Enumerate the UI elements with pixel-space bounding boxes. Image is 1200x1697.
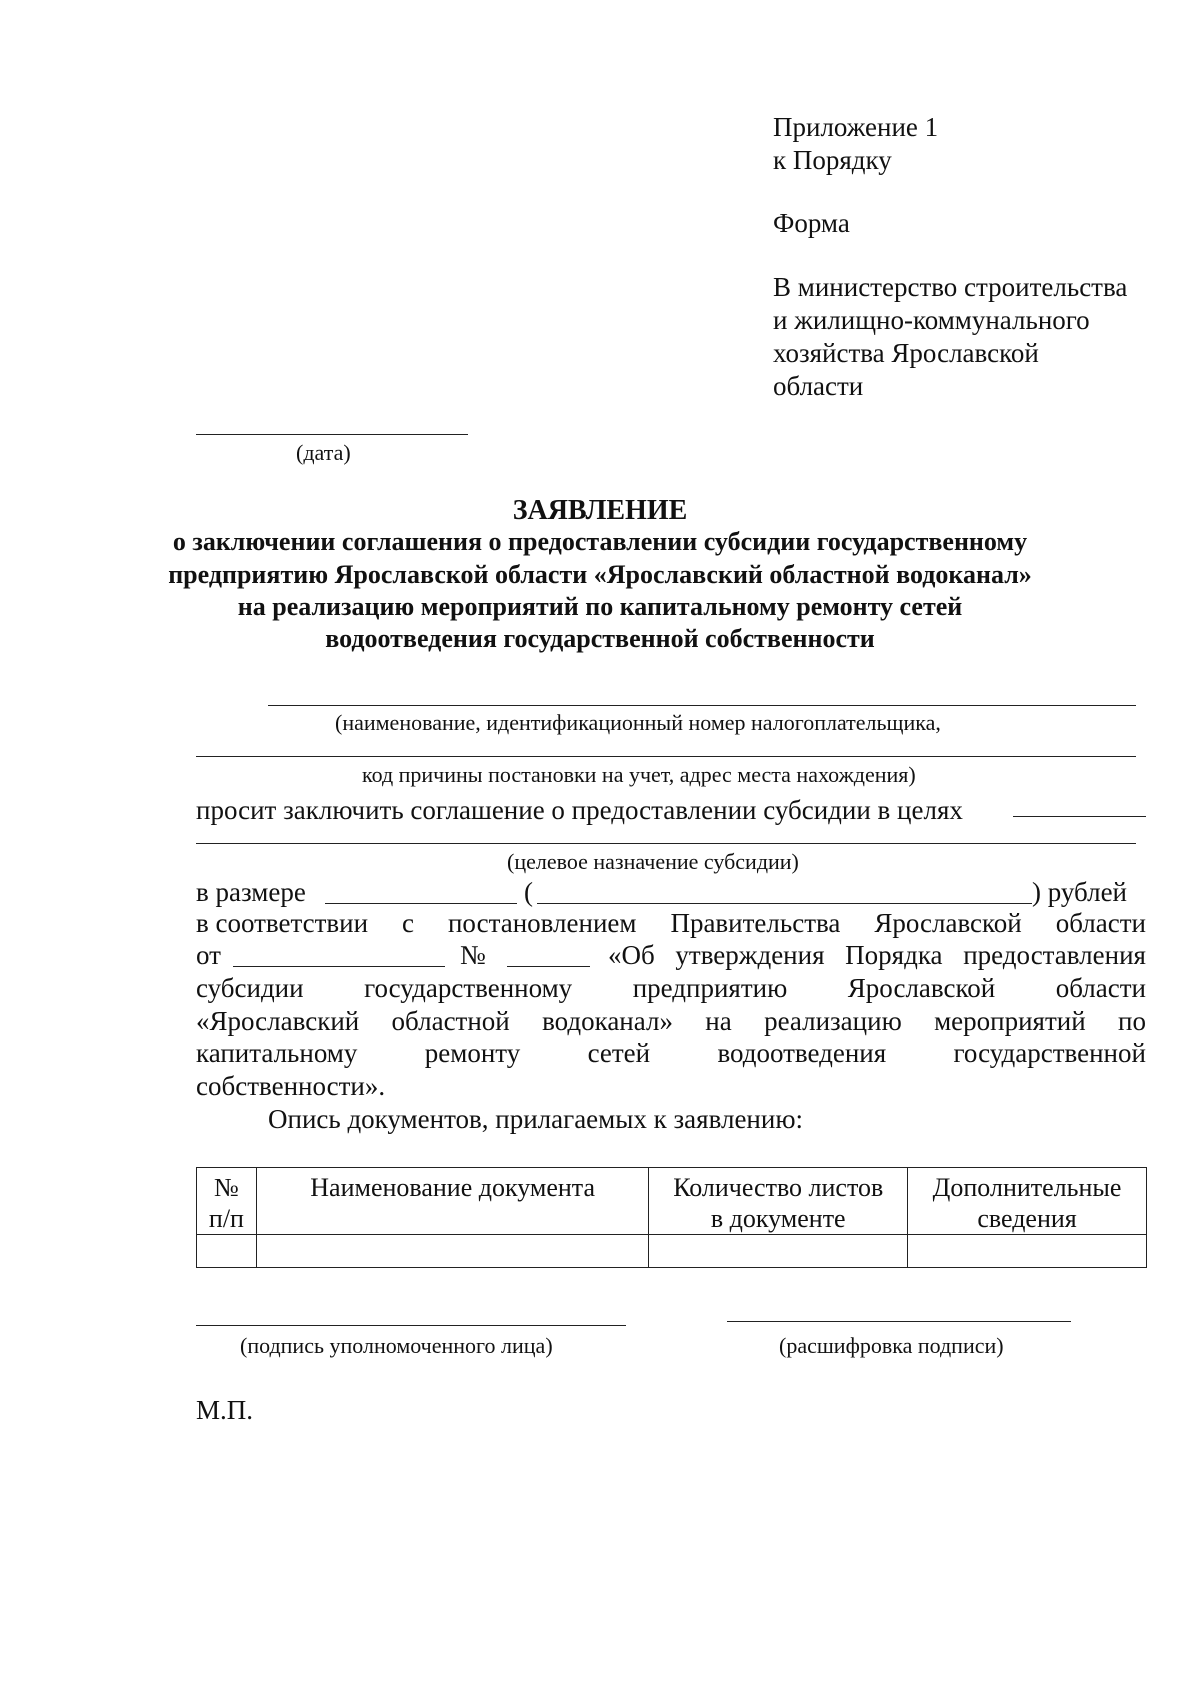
- subsidy-line: [196, 973, 1146, 1004]
- word: по: [1118, 1006, 1146, 1036]
- word: Ярославской: [874, 908, 1022, 938]
- applicant-caption-1: (наименование, идентификационный номер налогоплательщика,: [335, 710, 941, 735]
- title-line-3: на реализацию мероприятий по капитальному ремонту сетей: [237, 592, 963, 621]
- word: предоставления: [963, 940, 1146, 970]
- date-caption: (дата): [296, 440, 351, 465]
- title-line-1: о заключении соглашения о предоставлении субсидии государственному: [172, 527, 1028, 556]
- word: водоотведения: [717, 1038, 887, 1068]
- amount-suffix: ) рублей: [1032, 877, 1128, 907]
- word: субсидии: [196, 973, 304, 1003]
- header-text: в документе: [710, 1204, 846, 1233]
- form-label: Форма: [773, 208, 850, 238]
- col-number-header: [197, 1168, 257, 1235]
- signature-line[interactable]: [196, 1325, 626, 1326]
- word: «Ярославский: [196, 1006, 360, 1036]
- applicant-caption-2: код причины постановки на учет, адрес места нахождения): [362, 762, 916, 787]
- word: капитальному: [196, 1038, 358, 1068]
- header-text: Дополнительные: [932, 1173, 1122, 1202]
- paragraph-last-line: собственности».: [196, 1071, 386, 1101]
- amount-number-line[interactable]: [325, 903, 517, 904]
- purpose-caption: (целевое назначение субсидии): [507, 849, 799, 874]
- header-text: Количество листов: [673, 1173, 884, 1202]
- signature-decoding-line[interactable]: [727, 1321, 1071, 1322]
- table-cell[interactable]: [649, 1235, 908, 1268]
- vodokanal-line: [196, 1006, 1146, 1037]
- col-doc-name-header: [256, 1168, 648, 1235]
- word: Правительства: [670, 908, 841, 938]
- word: с: [402, 908, 415, 938]
- word: областной: [391, 1006, 510, 1036]
- accordance-line: [196, 908, 1146, 939]
- purpose-inline-line[interactable]: [1013, 816, 1146, 817]
- header-text: Наименование документа: [310, 1173, 596, 1202]
- table-cell[interactable]: [256, 1235, 648, 1268]
- col-extra-info-header: [908, 1168, 1147, 1235]
- recipient-line-1: В министерство строительства: [773, 272, 1128, 302]
- recipient-line-4: области: [773, 371, 864, 401]
- inventory-intro: Опись документов, прилагаемых к заявлению:: [268, 1104, 804, 1134]
- from-prefix: от: [196, 940, 221, 970]
- col-sheet-count-header: [649, 1168, 908, 1235]
- table-cell[interactable]: [197, 1235, 257, 1268]
- recipient-line-2: и жилищно-коммунального: [773, 305, 1090, 335]
- appendix-line-1: Приложение 1: [773, 112, 939, 142]
- documents-table: [196, 1167, 1147, 1268]
- table-cell[interactable]: [908, 1235, 1147, 1268]
- word: предприятию: [632, 973, 788, 1003]
- date-field-line[interactable]: [196, 434, 468, 435]
- decree-date-line[interactable]: [233, 966, 445, 967]
- stamp-label: М.П.: [196, 1395, 254, 1425]
- signature-caption: (подпись уполномоченного лица): [240, 1333, 553, 1358]
- header-text: сведения: [977, 1204, 1077, 1233]
- purpose-line[interactable]: [196, 843, 1136, 844]
- header-text: №: [214, 1173, 239, 1202]
- document-title: ЗАЯВЛЕНИЕ: [512, 495, 688, 526]
- word: области: [1055, 973, 1146, 1003]
- word: постановлением: [447, 908, 637, 938]
- applicant-name-line[interactable]: [268, 705, 1136, 706]
- appendix-line-2: к Порядку: [773, 145, 892, 175]
- table-row: [197, 1235, 1147, 1268]
- word: утверждения: [675, 940, 825, 970]
- word: водоканал»: [542, 1006, 673, 1036]
- word: на: [705, 1006, 732, 1036]
- decree-number-line[interactable]: [507, 966, 590, 967]
- word: в соответствии: [196, 908, 369, 938]
- amount-words-line[interactable]: [537, 903, 1032, 904]
- header-text: п/п: [208, 1204, 244, 1233]
- word: ремонту: [424, 1038, 521, 1068]
- word: сетей: [587, 1038, 651, 1068]
- amount-prefix: в размере: [196, 877, 306, 907]
- word: Ярославской: [847, 973, 996, 1003]
- title-line-4: водоотведения государственной собственности: [325, 624, 875, 653]
- word: «Об: [608, 940, 655, 970]
- word: Порядка: [845, 940, 943, 970]
- word: мероприятий: [934, 1006, 1086, 1036]
- applicant-details-line[interactable]: [196, 756, 1136, 757]
- amount-open-paren: (: [524, 877, 533, 907]
- decree-number-sign: №: [460, 940, 486, 970]
- title-line-2: предприятию Ярославской области «Ярославский областной водоканал»: [168, 560, 1032, 589]
- word: реализацию: [764, 1006, 902, 1036]
- signature-decoding-caption: (расшифровка подписи): [779, 1333, 1004, 1358]
- recipient-line-3: хозяйства Ярославской: [773, 338, 1039, 368]
- word: государственному: [364, 973, 573, 1003]
- decree-title-start: [608, 940, 1146, 971]
- table-header-row: [197, 1168, 1147, 1235]
- repair-line: [196, 1038, 1146, 1069]
- request-text: просит заключить соглашение о предоставлении субсидии в целях: [196, 795, 963, 825]
- word: области: [1055, 908, 1146, 938]
- word: государственной: [953, 1038, 1146, 1068]
